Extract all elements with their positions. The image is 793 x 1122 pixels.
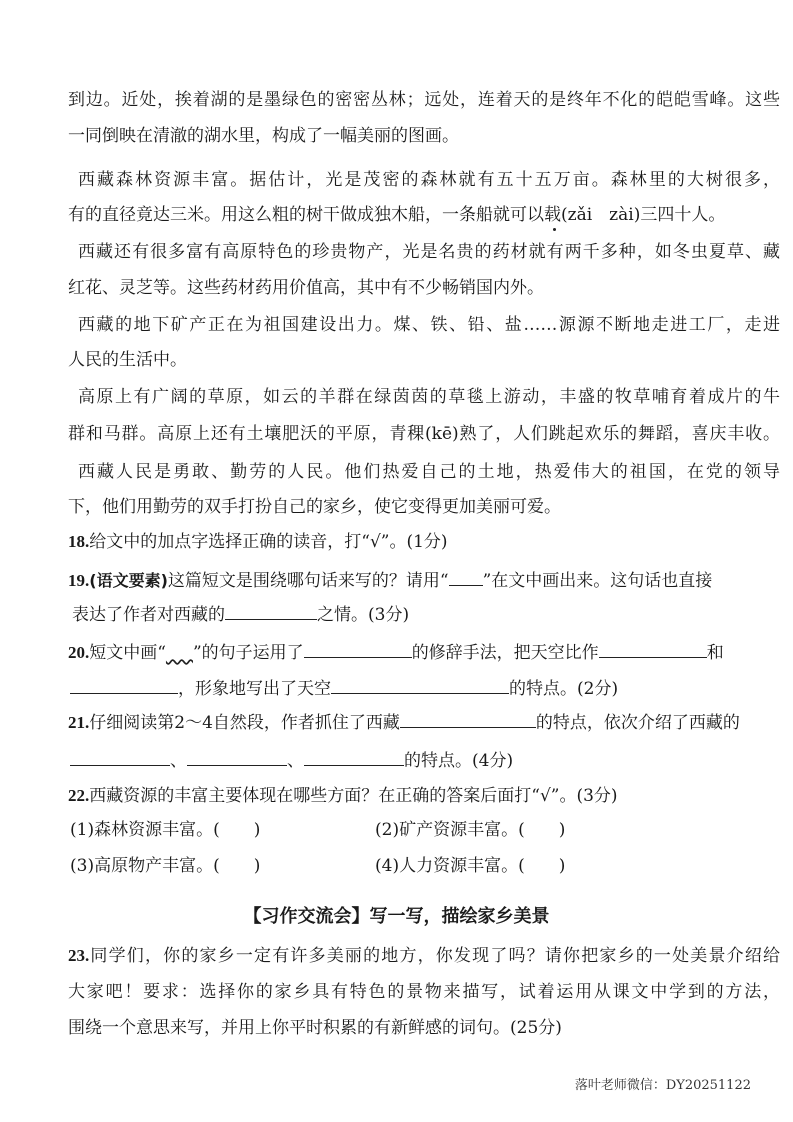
footer-contact: 落叶老师微信：DY20251122 <box>574 1078 751 1093</box>
dotted-char: 载 <box>544 205 561 225</box>
passage-line: 西藏还有很多富有高原特色的珍贵物产，光是名贵的药材就有两千多种，如冬虫夏草、藏 <box>78 242 780 262</box>
answer-blank[interactable] <box>225 603 317 620</box>
passage-line: 西藏的地下矿产正在为祖国建设出力。煤、铁、铅、盐……源源不断地走进工厂，走进 <box>78 315 780 335</box>
passage-text: 有的直径竟达三米。用这么粗的树干做成独木船，一条船就可以 <box>68 205 544 225</box>
passage-line: 西藏人民是勇敢、勤劳的人民。他们热爱自己的土地，热爱伟大的祖国，在党的领导 <box>78 462 780 482</box>
question-23 <box>68 945 780 967</box>
passage-line: 人民的生活中。 <box>68 350 187 370</box>
question-19 <box>68 569 712 592</box>
question-text: 的特点。(4分) <box>404 751 514 771</box>
question-21-cont <box>70 749 513 772</box>
question-number: 20. <box>68 643 90 662</box>
passage-line: 一同倒映在清澈的湖水里，构成了一幅美丽的图画。 <box>68 126 459 146</box>
question-text: 仔细阅读第2～4自然段，作者抓住了西藏 <box>89 713 400 733</box>
question-text: ，形象地写出了天空 <box>178 679 331 699</box>
answer-blank[interactable] <box>70 749 170 766</box>
question-text: 的修辞手法，把天空比作 <box>411 643 599 663</box>
question-text: 短文中画“ <box>89 643 166 663</box>
question-22 <box>68 785 618 807</box>
option-2[interactable]: (2)矿产资源丰富。( ) <box>375 820 566 840</box>
answer-blank[interactable] <box>187 749 287 766</box>
passage-line: 下，他们用勤劳的双手打扮自己的家乡，使它变得更加美丽可爱。 <box>68 497 561 517</box>
question-number: 21. <box>68 713 90 732</box>
passage-line: 到边。近处，挨着湖的是墨绿色的密密丛林；远处，连着天的是终年不化的皑皑雪峰。这些 <box>68 90 780 110</box>
passage-line: 高原上有广阔的草原，如云的羊群在绿茵茵的草毯上游动，丰盛的牧草哺育着成片的牛 <box>78 387 780 407</box>
question-text: 和 <box>706 643 724 663</box>
question-23-cont: 围绕一个意思来写，并用上你平时积累的有新鲜感的词句。(25分) <box>68 1018 562 1038</box>
question-number: 18. <box>68 532 90 551</box>
question-18 <box>68 531 448 553</box>
separator: 、 <box>287 751 304 771</box>
question-text: 这篇短文是围绕哪句话来写的？请用“ <box>167 571 449 591</box>
question-text: 给文中的加点字选择正确的读音，打“√”。(1分) <box>89 532 448 552</box>
answer-blank[interactable] <box>304 641 412 658</box>
option-1[interactable]: (1)森林资源丰富。( ) <box>70 820 261 840</box>
question-number: 23. <box>68 946 90 965</box>
option-4[interactable]: (4)人力资源丰富。( ) <box>375 856 566 876</box>
question-tag: (语文要素) <box>89 571 168 590</box>
question-text: 的特点。(2分) <box>509 679 619 699</box>
answer-blank[interactable] <box>304 749 404 766</box>
passage-line: 群和马群。高原上还有土壤肥沃的平原，青稞(kē)熟了，人们跳起欢乐的舞蹈，喜庆丰收。 <box>68 424 780 444</box>
option-3[interactable]: (3)高原物产丰富。( ) <box>70 856 261 876</box>
separator: 、 <box>170 751 187 771</box>
question-text: 的特点，依次介绍了西藏的 <box>535 713 740 733</box>
section-heading: 【习作交流会】写一写，描绘家乡美景 <box>243 906 550 927</box>
question-text: ”在文中画出来。这句话也直接 <box>482 571 713 591</box>
question-text: 之情。(3分) <box>317 605 410 625</box>
question-20-cont <box>70 677 618 700</box>
question-text: 表达了作者对西藏的 <box>72 605 225 625</box>
question-number: 19. <box>68 571 90 590</box>
passage-line: 红花、灵芝等。这些药材药用价值高，其中有不少畅销国内外。 <box>68 278 544 298</box>
question-text: 西藏资源的丰富主要体现在哪些方面？在正确的答案后面打“√”。(3分) <box>89 786 618 806</box>
answer-blank[interactable] <box>331 677 509 694</box>
question-20 <box>68 641 724 664</box>
question-text: 同学们，你的家乡一定有许多美丽的地方，你发现了吗？请你把家乡的一处美景介绍给 <box>89 946 780 966</box>
answer-blank[interactable] <box>599 641 707 658</box>
passage-line: 西藏森林资源丰富。据估计，光是茂密的森林就有五十五万亩。森林里的大树很多， <box>78 170 780 190</box>
question-23-cont: 大家吧！要求：选择你的家乡具有特色的景物来描写，试着运用从课文中学到的方法， <box>68 982 780 1002</box>
wavy-mark <box>166 643 193 663</box>
answer-blank[interactable] <box>70 677 178 694</box>
pinyin-options: (zǎi zài)三四十人。 <box>561 205 726 225</box>
question-number: 22. <box>68 786 90 805</box>
answer-blank[interactable] <box>449 569 483 586</box>
question-text: ”的句子运用了 <box>192 643 304 663</box>
question-19-cont <box>72 603 409 626</box>
question-21 <box>68 711 740 734</box>
passage-line <box>68 204 725 226</box>
answer-blank[interactable] <box>400 711 536 728</box>
